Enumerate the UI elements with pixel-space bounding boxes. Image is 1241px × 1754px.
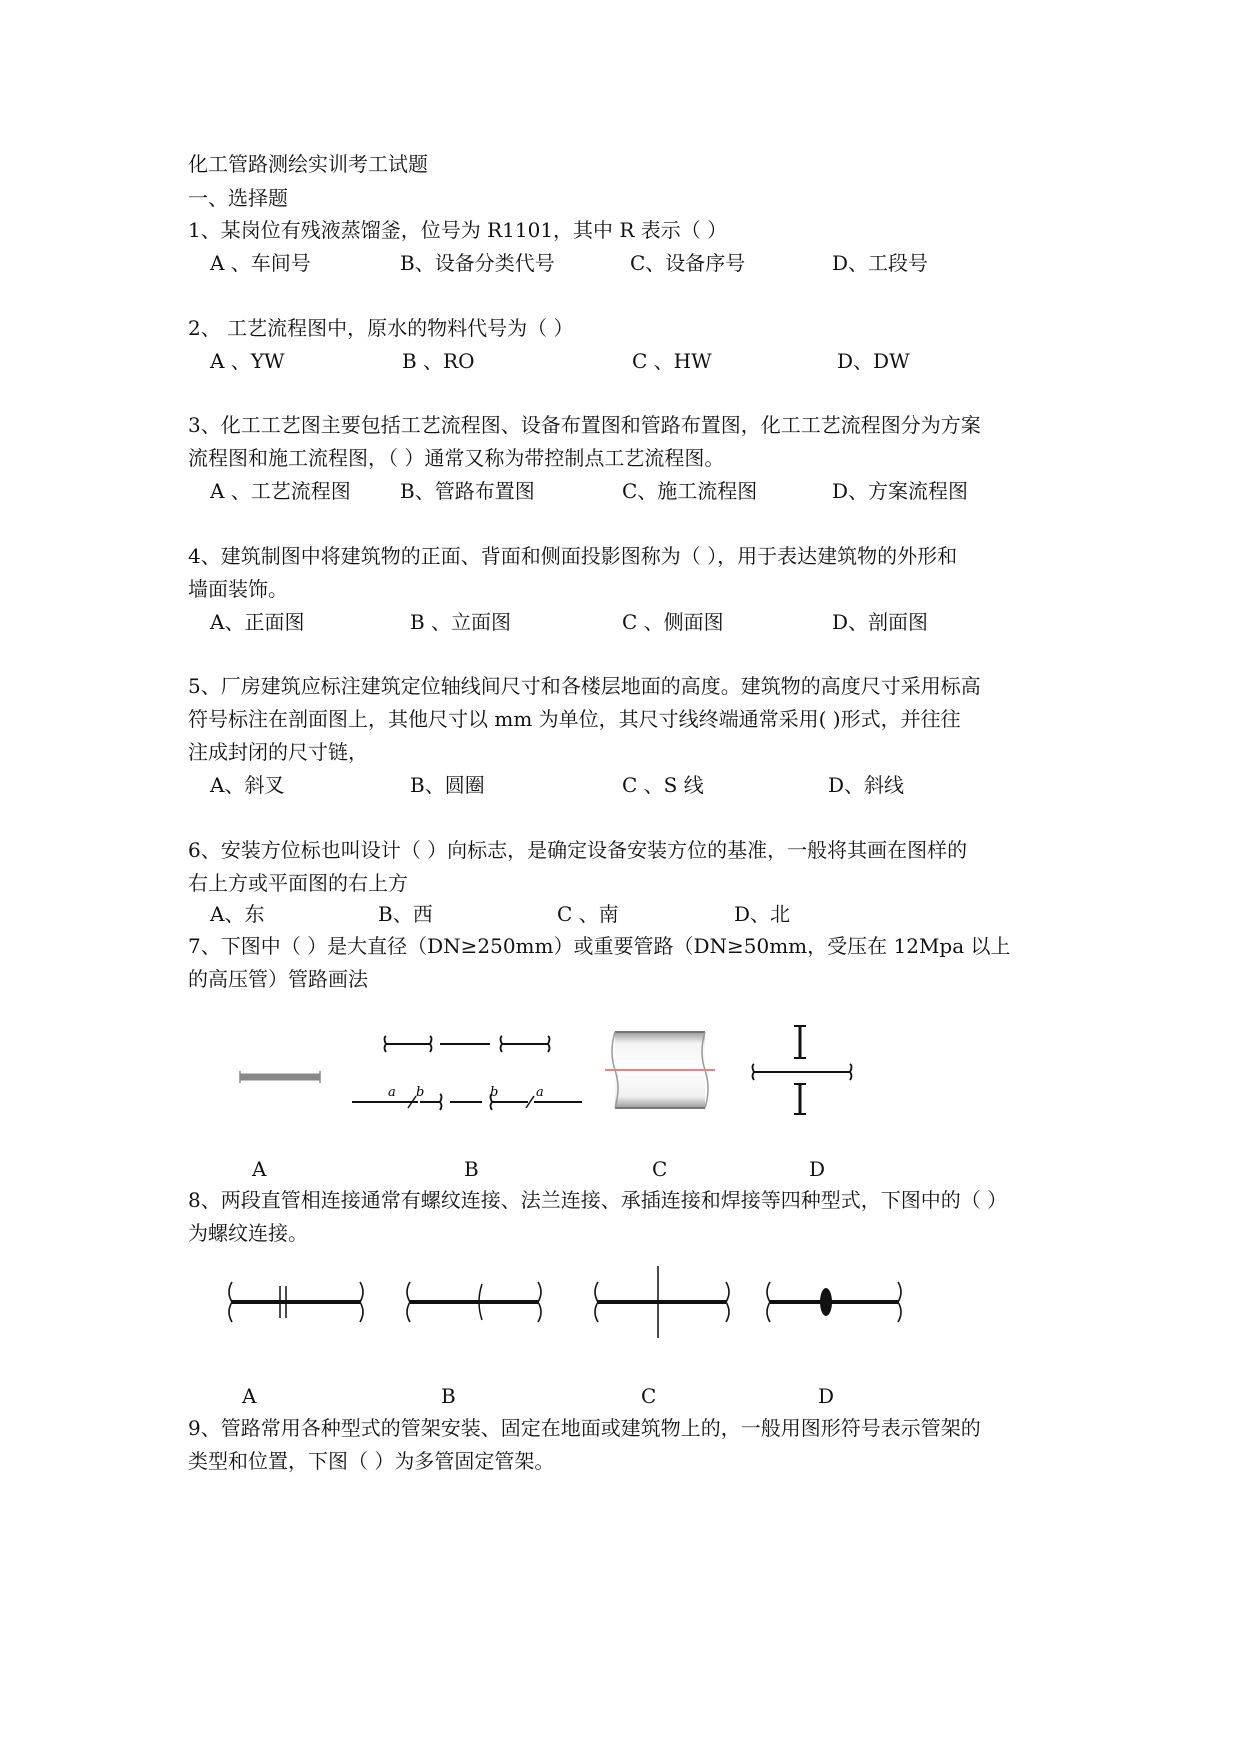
q7-figure-b bbox=[350, 1030, 590, 1130]
q1-option-c: C、设备序号 bbox=[630, 251, 746, 275]
q2-option-c: C 、HW bbox=[632, 349, 712, 373]
q3-option-b: B、管路布置图 bbox=[400, 479, 535, 503]
q2-option-b: B 、RO bbox=[402, 349, 475, 373]
q7-mark-b-left: b bbox=[416, 1085, 425, 1100]
q7-label-b: B bbox=[464, 1157, 479, 1181]
q8-label-a: A bbox=[242, 1384, 257, 1408]
q8-label-c: C bbox=[641, 1384, 657, 1408]
q1-option-a: A 、车间号 bbox=[210, 251, 311, 275]
question-9-line-2: 类型和位置，下图（ ）为多管固定管架。 bbox=[188, 1449, 555, 1473]
q8-figure-b bbox=[404, 1272, 546, 1332]
question-5-line-2: 符号标注在剖面图上，其他尺寸以 mm 为单位，其尺寸线终端通常采用( )形式，并往往 bbox=[188, 707, 961, 731]
question-6-line-1: 6、安装方位标也叫设计（ ）向标志，是确定设备安装方位的基准，一般将其画在图样的 bbox=[188, 838, 968, 862]
q1-option-d: D、工段号 bbox=[832, 251, 929, 275]
q4-option-d: D、剖面图 bbox=[832, 610, 929, 634]
q7-mark-a-left: a bbox=[388, 1085, 396, 1100]
question-6-line-2: 右上方或平面图的右上方 bbox=[188, 871, 408, 895]
q7-mark-a-right: a bbox=[536, 1085, 544, 1100]
q8-figure-c bbox=[592, 1264, 734, 1340]
question-9-line-1: 9、管路常用各种型式的管架安装、固定在地面或建筑物上的，一般用图形符号表示管架的 bbox=[188, 1416, 981, 1440]
q7-label-c: C bbox=[652, 1157, 668, 1181]
question-8-line-1: 8、两段直管相连接通常有螺纹连接、法兰连接、承插连接和焊接等四种型式，下图中的（ ） bbox=[188, 1188, 1008, 1212]
q7-figure-a bbox=[238, 1064, 324, 1090]
q5-option-d: D、斜线 bbox=[828, 773, 905, 797]
q1-option-b: B、设备分类代号 bbox=[400, 251, 555, 275]
q7-mark-b-right: b bbox=[490, 1085, 499, 1100]
q3-option-a: A 、工艺流程图 bbox=[210, 479, 351, 503]
question-5-line-3: 注成封闭的尺寸链， bbox=[188, 740, 368, 764]
q4-option-a: A、正面图 bbox=[210, 610, 305, 634]
q3-option-c: C、施工流程图 bbox=[622, 479, 758, 503]
q6-option-a: A、东 bbox=[210, 902, 265, 926]
q8-figure-a bbox=[226, 1272, 368, 1332]
page-title: 化工管路测绘实训考工试题 bbox=[188, 152, 428, 176]
q7-figure-c bbox=[605, 1026, 715, 1116]
question-8-line-2: 为螺纹连接。 bbox=[188, 1221, 308, 1245]
q7-figure-d bbox=[750, 1020, 860, 1120]
question-2-text: 2、 工艺流程图中，原水的物料代号为（ ） bbox=[188, 316, 574, 340]
question-7-line-1: 7、下图中（ ）是大直径（DN≥250mm）或重要管路（DN≥50mm，受压在 12Mpa 以上 bbox=[188, 934, 1011, 958]
question-4-line-1: 4、建筑制图中将建筑物的正面、背面和侧面投影图称为（ ），用于表达建筑物的外形和 bbox=[188, 544, 958, 568]
question-1-text: 1、某岗位有残液蒸馏釜，位号为 R1101，其中 R 表示（ ） bbox=[188, 218, 728, 242]
question-7-line-2: 的高压管）管路画法 bbox=[188, 967, 368, 991]
q8-figure-d bbox=[764, 1272, 906, 1332]
q8-label-d: D bbox=[818, 1384, 835, 1408]
q6-option-d: D、北 bbox=[734, 902, 791, 926]
q4-option-b: B 、立面图 bbox=[410, 610, 512, 634]
q4-option-c: C 、侧面图 bbox=[622, 610, 724, 634]
question-5-line-1: 5、厂房建筑应标注建筑定位轴线间尺寸和各楼层地面的高度。建筑物的高度尺寸采用标高 bbox=[188, 674, 981, 698]
q2-option-a: A 、YW bbox=[210, 349, 285, 373]
q5-option-c: C 、S 线 bbox=[622, 773, 704, 797]
q5-option-a: A、斜叉 bbox=[210, 773, 285, 797]
question-3-line-1: 3、化工工艺图主要包括工艺流程图、设备布置图和管路布置图，化工工艺流程图分为方案 bbox=[188, 413, 981, 437]
q5-option-b: B、圆圈 bbox=[410, 773, 485, 797]
q7-label-a: A bbox=[252, 1157, 267, 1181]
question-4-line-2: 墙面装饰。 bbox=[188, 577, 288, 601]
section-heading: 一、选择题 bbox=[188, 186, 288, 210]
q8-label-b: B bbox=[441, 1384, 456, 1408]
question-3-line-2: 流程图和施工流程图，（ ）通常又称为带控制点工艺流程图。 bbox=[188, 446, 725, 470]
q2-option-d: D、DW bbox=[837, 349, 910, 373]
q3-option-d: D、方案流程图 bbox=[832, 479, 969, 503]
q7-label-d: D bbox=[809, 1157, 826, 1181]
q6-option-c: C 、南 bbox=[557, 902, 619, 926]
q6-option-b: B、西 bbox=[378, 902, 433, 926]
